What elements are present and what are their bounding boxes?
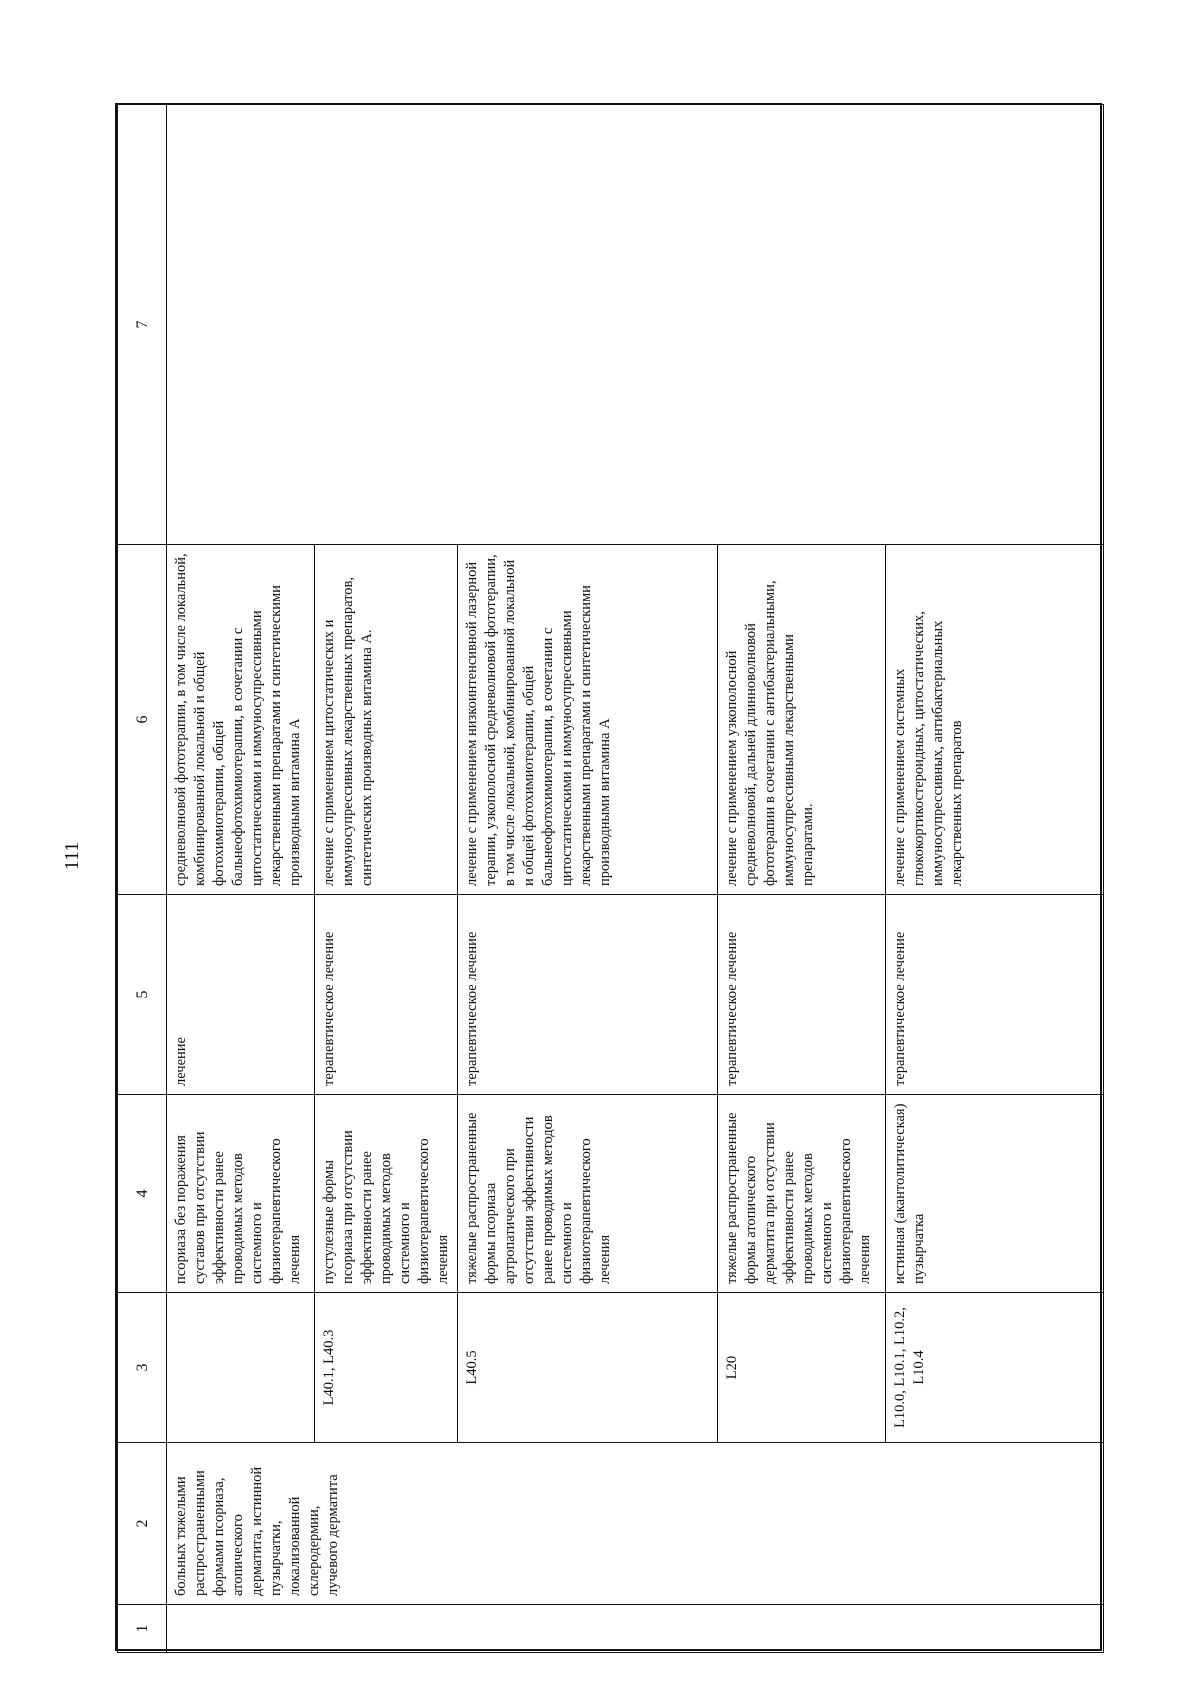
cell-disease-model: пустулезные формы псориаза при отсутствии эффективности ранее проводимых методов системного и физиотерапевтического лечения	[315, 1095, 458, 1293]
column-number-4: 4	[118, 1095, 167, 1293]
cell-disease-model: истинная (акантолитическая) пузырчатка	[886, 1095, 1104, 1293]
cell-disease-model: тяжелые распространенные формы атопического дерматита при отсутствии эффективности ранее проводимых методов системного и физиотерапевтического лечения	[718, 1095, 886, 1293]
cell-treatment-method: лечение с применением системных глюкокортикостероидных, цитостатических, иммуносупрессивных, антибактериальных лекарственных препаратов	[886, 545, 1104, 895]
table-rotation-wrapper	[117, 105, 1104, 1653]
cell-treatment-type: терапевтическое лечение	[718, 895, 886, 1095]
cell-icd-code: L20	[718, 1293, 886, 1443]
table-row	[167, 105, 315, 1653]
cell-treatment-method: средневолновой фототерапии, в том числе локальной, комбинированной локальной и общей фотохимиотерапии, общей бальнеофотохимиотерапии, в сочетании с цитостатическими и иммуносупрессивными лекарственными препаратами и синтетическими производными витамина А	[167, 545, 315, 895]
page-number: 111	[60, 841, 83, 871]
cell-disease-model: псориаза без поражения суставов при отсутствии эффективности ранее проводимых методов системного и физиотерапевтического лечения	[167, 1095, 315, 1293]
cell-treatment-method: лечение с применением низкоинтенсивной лазерной терапии, узкополосной средневолновой фототерапии, в том числе локальной, комбинированной локальной и общей фотохимиотерапии, общей бальнеофотохимиотерапии, в сочетании с цитостатическими и иммуносупрессивными лекарственными препаратами и синтетическими производными витамина А	[458, 545, 718, 895]
column-number-row	[118, 105, 167, 1653]
cell-treatment-method: лечение с применением узкополосной средневолновой, дальней длинноволновой фототерапии в сочетании с антибактериальными, иммуносупрессивными лекарственными препаратами.	[718, 545, 886, 895]
cell-treatment-type: терапевтическое лечение	[315, 895, 458, 1095]
cell-col7	[167, 105, 1104, 545]
column-number-2: 2	[118, 1443, 167, 1605]
column-number-6: 6	[118, 545, 167, 895]
cell-treatment-type: терапевтическое лечение	[458, 895, 718, 1095]
cell-icd-code	[167, 1293, 315, 1443]
column-number-3: 3	[118, 1293, 167, 1443]
column-number-5: 5	[118, 895, 167, 1095]
column-number-7: 7	[118, 105, 167, 545]
cell-icd-code: L40.1, L40.3	[315, 1293, 458, 1443]
cell-treatment-method: лечение с применением цитостатических и иммуносупрессивных лекарственных препаратов, синтетических производных витамина А.	[315, 545, 458, 895]
cell-patient-group: больных тяжелыми распространенными формами псориаза, атопического дерматита, истинной пузырчатки, локализованной склеродермии, лучевого дерматита	[167, 1443, 1104, 1605]
cell-col1	[167, 1605, 1104, 1653]
cell-disease-model: тяжелые распространенные формы псориаза артропатического при отсутствии эффективности ранее проводимых методов системного и физиотерапевтического лечения	[458, 1095, 718, 1293]
cell-icd-code: L40.5	[458, 1293, 718, 1443]
column-number-1: 1	[118, 1605, 167, 1653]
medical-care-table	[117, 104, 1104, 1653]
document-table-frame	[115, 103, 1102, 1651]
cell-treatment-type: терапевтическое лечение	[886, 895, 1104, 1095]
cell-treatment-type: лечение	[167, 895, 315, 1095]
cell-icd-code: L10.0, L10.1, L10.2, L10.4	[886, 1293, 1104, 1443]
